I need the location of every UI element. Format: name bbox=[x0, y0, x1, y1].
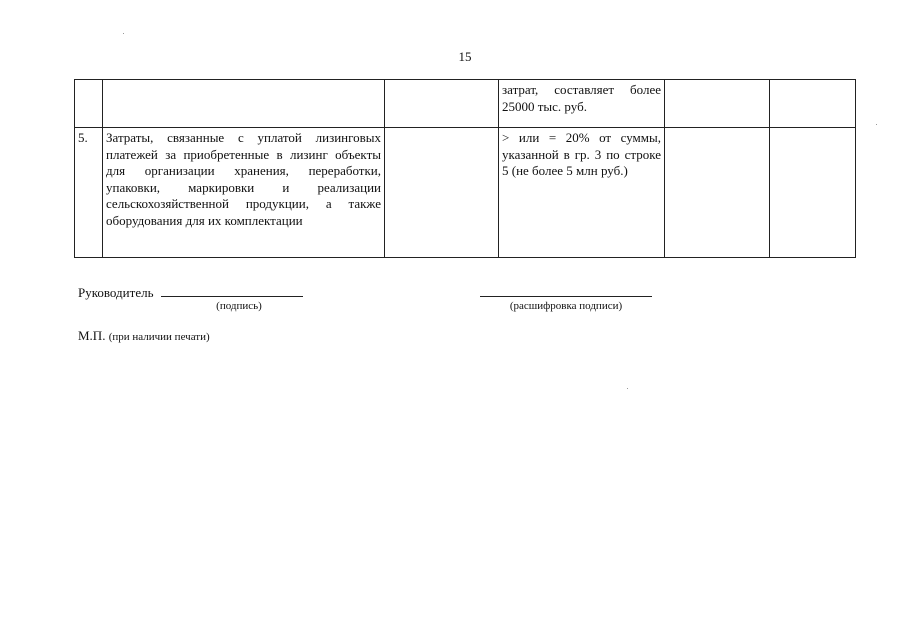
head-label: Руководитель bbox=[78, 285, 154, 300]
table-row bbox=[75, 128, 856, 258]
table-cell-description: Затраты, связанные с уплатой лизинговых платежей за приобретенные в лизинг объекты для организации хранения, переработки, упаковки, маркировки и реализации сельскохозяйственной продукции, а также оборудования для их комплектации bbox=[103, 128, 385, 258]
table-cell-condition: затрат, составляет более 25000 тыс. руб. bbox=[499, 80, 665, 128]
decoding-blank bbox=[480, 284, 652, 297]
page-number: 15 bbox=[458, 49, 472, 64]
signature-blank bbox=[161, 284, 303, 297]
table-cell-amount bbox=[385, 128, 499, 258]
stamp-note: (при наличии печати) bbox=[108, 331, 210, 343]
table-cell-col6 bbox=[770, 128, 856, 258]
table-cell-col5 bbox=[665, 80, 770, 128]
table-cell-description bbox=[103, 80, 385, 128]
table-cell-col5 bbox=[665, 128, 770, 258]
scan-speck bbox=[627, 388, 628, 389]
table-cell-amount bbox=[385, 80, 499, 128]
stamp-label: М.П. bbox=[78, 328, 106, 343]
table-cell-number bbox=[75, 80, 103, 128]
signature-caption: (подпись) bbox=[216, 300, 262, 312]
table-row bbox=[75, 80, 856, 128]
table-cell-number: 5. bbox=[75, 128, 103, 258]
stamp-place bbox=[78, 328, 210, 344]
table-cell-condition: > или = 20% от суммы, указанной в гр. 3 по строке 5 (не более 5 млн руб.) bbox=[499, 128, 665, 258]
scan-speck bbox=[876, 124, 877, 125]
decoding-caption: (расшифровка подписи) bbox=[509, 300, 623, 312]
table-cell-col6 bbox=[770, 80, 856, 128]
head-signature-line bbox=[78, 284, 303, 301]
decoding-signature-line bbox=[480, 284, 652, 301]
scan-speck bbox=[123, 33, 124, 34]
expenses-table bbox=[74, 79, 856, 258]
